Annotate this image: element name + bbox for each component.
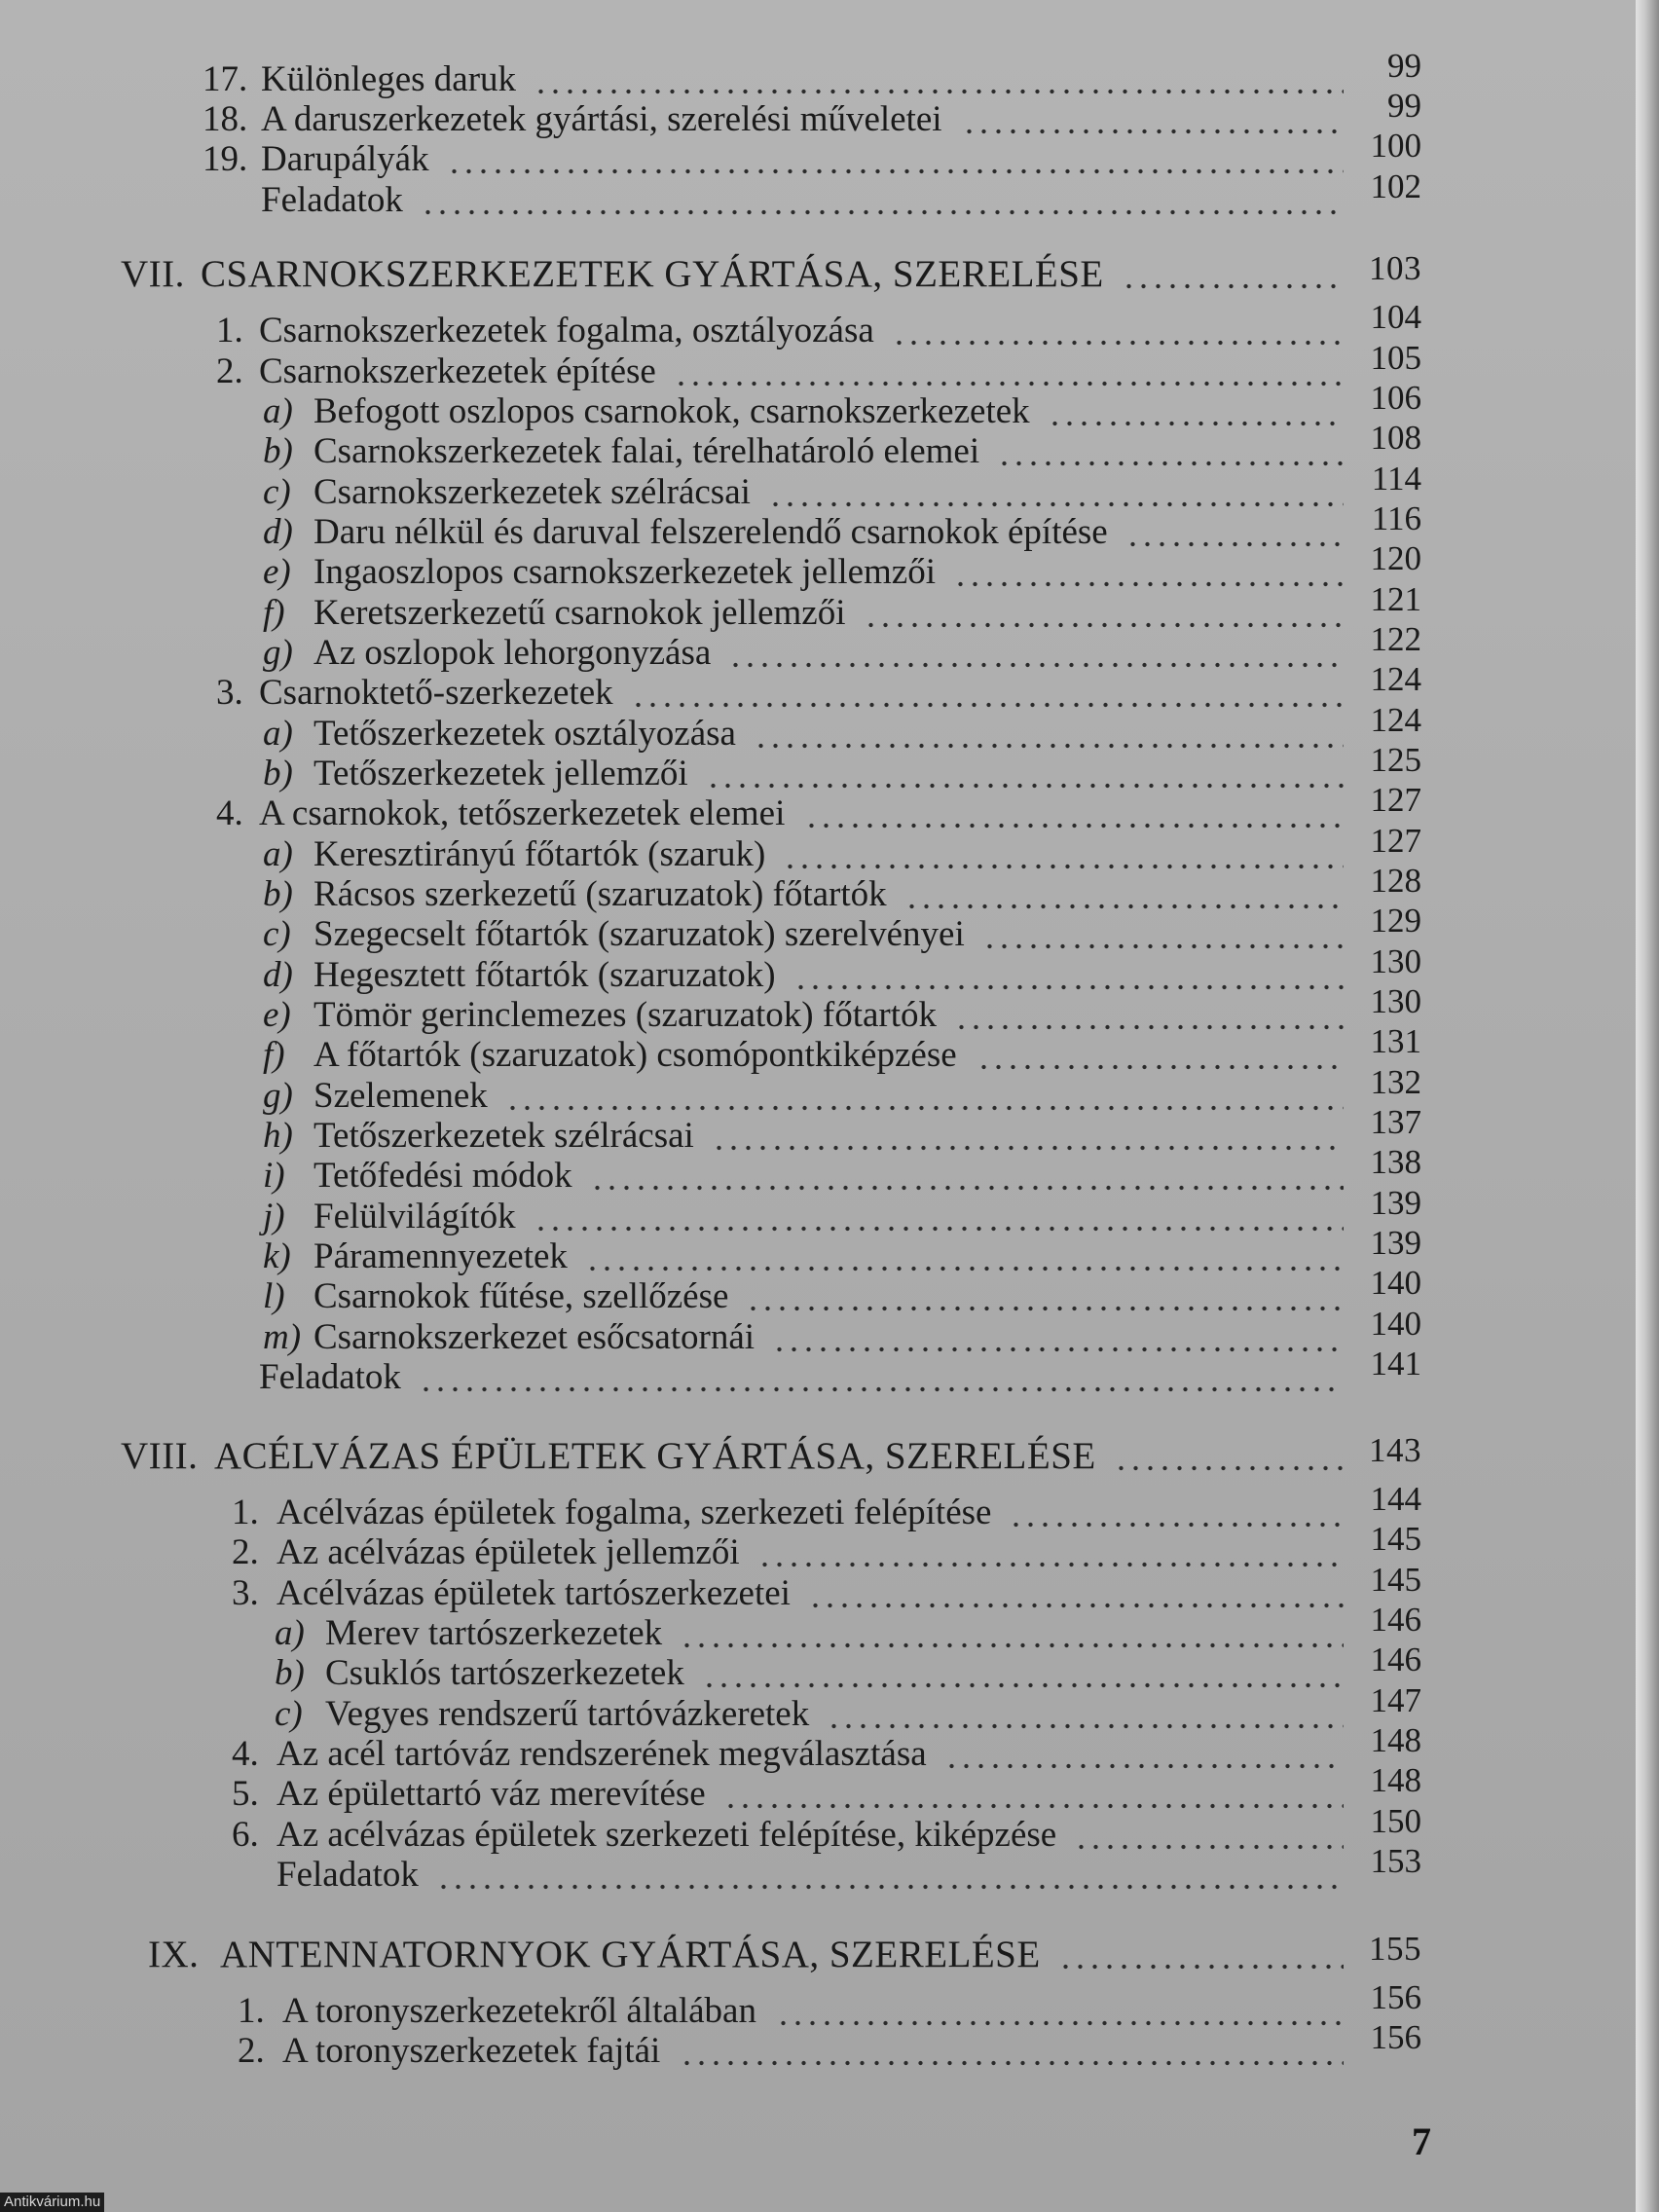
dot-leader — [680, 1614, 1344, 1653]
toc-page-number: 141 — [1370, 1345, 1421, 1382]
toc-page-number: 105 — [1370, 339, 1421, 377]
dot-leader — [1058, 1936, 1344, 1974]
dot-leader — [505, 1077, 1344, 1116]
dot-leader — [808, 1574, 1344, 1613]
toc-chapter-row — [0, 1431, 1636, 1477]
toc-section-row — [0, 1842, 1636, 1895]
toc-entry-title: A főtartók (szaruzatok) csomópontkiképzése — [313, 1035, 957, 1075]
toc-entry-title: Csarnokszerkezetek fogalma, osztályozása — [259, 311, 874, 350]
toc-entry-number: 4. — [216, 793, 243, 833]
toc-page-number: 140 — [1370, 1264, 1421, 1302]
toc-entry-title: Keretszerkezetű csarnokok jellemzői — [313, 593, 846, 633]
toc-entry-number: m) — [263, 1317, 302, 1357]
dot-leader — [982, 915, 1344, 954]
dot-leader — [421, 181, 1344, 220]
dot-leader — [864, 594, 1345, 633]
toc-entry-number: b) — [263, 754, 293, 793]
toc-entry-number: h) — [263, 1116, 293, 1156]
dot-leader — [804, 794, 1344, 833]
dot-leader — [1114, 1437, 1344, 1476]
dot-leader — [706, 755, 1344, 793]
toc-page-number: 114 — [1371, 460, 1421, 498]
toc-section-row — [0, 2018, 1636, 2071]
toc-entry-title: Csarnokszerkezetek szélrácsai — [313, 472, 751, 512]
toc-page-number: 153 — [1370, 1842, 1421, 1880]
toc-entry-title: Az acélvázas épületek jellemzői — [276, 1532, 740, 1572]
toc-page-number: 103 — [1369, 249, 1421, 287]
toc-entry-title: Az épülettartó váz merevítése — [276, 1774, 706, 1814]
dot-leader — [419, 1358, 1344, 1397]
toc-entry-number: VIII. — [121, 1435, 199, 1477]
dot-leader — [772, 1318, 1344, 1357]
toc-page-number: 147 — [1370, 1681, 1421, 1719]
dot-leader — [712, 1117, 1344, 1156]
toc-entry-number: 4. — [232, 1734, 259, 1774]
toc-entry-title: Különleges daruk — [261, 59, 517, 99]
toc-entry-number: 1. — [238, 1991, 265, 2031]
toc-page-number: 124 — [1370, 660, 1421, 698]
dot-leader — [590, 1157, 1344, 1196]
toc-entry-title: Tetőszerkezetek szélrácsai — [313, 1116, 694, 1156]
toc-entry-title: Feladatok — [261, 180, 403, 220]
dot-leader — [757, 1533, 1344, 1572]
dot-leader — [892, 312, 1344, 350]
toc-entry-title: Szelemenek — [313, 1076, 488, 1116]
toc-entry-number: c) — [275, 1694, 303, 1734]
toc-page-number: 120 — [1370, 539, 1421, 577]
toc-entry-title: Keresztirányú főtartók (szaruk) — [313, 834, 766, 874]
toc-page-number: 131 — [1370, 1022, 1421, 1060]
toc-page-number: 129 — [1370, 902, 1421, 940]
dot-leader — [944, 1735, 1344, 1774]
toc-entry-number: a) — [263, 391, 293, 431]
dot-leader — [702, 1654, 1344, 1693]
toc-entry-title: Acélvázas épületek fogalma, szerkezeti felépítése — [276, 1493, 992, 1532]
toc-page-number: 124 — [1370, 701, 1421, 739]
dot-leader — [631, 674, 1344, 713]
toc-entry-title: Vegyes rendszerű tartóvázkeretek — [325, 1694, 810, 1734]
toc-entry-number: d) — [263, 512, 293, 552]
toc-entry-title: CSARNOKSZERKEZETEK GYÁRTÁSA, SZERELÉSE — [201, 253, 1104, 295]
toc-page-number: 116 — [1371, 499, 1421, 537]
toc-section-row — [0, 167, 1636, 220]
dot-leader — [754, 715, 1344, 754]
toc-entry-title: Acélvázas épületek tartószerkezetei — [276, 1573, 791, 1613]
toc-entry-number: 1. — [232, 1493, 259, 1532]
toc-entry-title: ANTENNATORNYOK GYÁRTÁSA, SZERELÉSE — [220, 1934, 1041, 1975]
toc-entry-title: Szegecselt főtartók (szaruzatok) szerelvényei — [313, 914, 965, 954]
toc-entry-title: Rácsos szerkezetű (szaruzatok) főtartók — [313, 874, 887, 914]
toc-entry-title: Felülvilágítók — [313, 1197, 516, 1236]
toc-entry-number: k) — [263, 1236, 291, 1276]
toc-entry-number: c) — [263, 914, 291, 954]
page-number: 7 — [1412, 2120, 1431, 2163]
toc-page-number: 143 — [1369, 1431, 1421, 1469]
toc-entry-title: Csarnoktető-szerkezetek — [259, 673, 613, 713]
toc-page-number: 121 — [1370, 580, 1421, 618]
toc-page-number: 148 — [1370, 1721, 1421, 1759]
dot-leader — [827, 1695, 1344, 1734]
toc-entry-title: A csarnokok, tetőszerkezetek elemei — [259, 793, 786, 833]
toc-entry-title: Csuklós tartószerkezetek — [325, 1653, 684, 1693]
toc-entry-number: i) — [263, 1156, 285, 1196]
toc-page-number: 122 — [1370, 620, 1421, 658]
toc-entry-number: 6. — [232, 1815, 259, 1855]
toc-page-number: 156 — [1370, 1978, 1421, 2016]
toc-entry-number: f) — [263, 593, 285, 633]
toc-entry-number: 18. — [203, 99, 248, 139]
toc-page-number: 146 — [1370, 1601, 1421, 1639]
toc-entry-number: IX. — [148, 1934, 200, 1975]
dot-leader — [585, 1237, 1344, 1276]
toc-entry-number: b) — [263, 431, 293, 471]
toc-entry-title: Tetőszerkezetek osztályozása — [313, 714, 736, 754]
toc-page-number: 140 — [1370, 1305, 1421, 1343]
toc-entry-number: g) — [263, 1076, 293, 1116]
toc-page-number: 139 — [1370, 1184, 1421, 1222]
toc-entry-title: Ingaoszlopos csarnokszerkezetek jellemzői — [313, 552, 937, 592]
dot-leader — [1125, 513, 1344, 552]
dot-leader — [746, 1277, 1344, 1316]
toc-entry-number: g) — [263, 633, 293, 673]
toc-entry-title: Csarnokszerkezetek falai, térelhatároló elemei — [313, 431, 980, 471]
toc-entry-number: e) — [263, 552, 291, 592]
dot-leader — [534, 1198, 1344, 1236]
toc-entry-title: Merev tartószerkezetek — [325, 1613, 663, 1653]
dot-leader — [768, 473, 1344, 512]
toc-entry-title: Befogott oszlopos csarnokok, csarnokszerkezetek — [313, 391, 1030, 431]
toc-page-number: 100 — [1370, 127, 1421, 165]
toc-page-number: 102 — [1370, 167, 1421, 205]
toc-entry-number: b) — [263, 874, 293, 914]
toc-entry-number: a) — [275, 1613, 305, 1653]
toc-page-number: 127 — [1370, 781, 1421, 819]
toc-entry-title: ACÉLVÁZAS ÉPÜLETEK GYÁRTÁSA, SZERELÉSE — [214, 1435, 1096, 1477]
dot-leader — [447, 140, 1344, 179]
toc-page-number: 108 — [1370, 419, 1421, 457]
toc-entry-number: a) — [263, 714, 293, 754]
toc-entry-number: a) — [263, 834, 293, 874]
toc-page-number: 145 — [1370, 1520, 1421, 1558]
toc-entry-title: Feladatok — [276, 1855, 419, 1895]
toc-page-number: 156 — [1370, 2018, 1421, 2056]
toc-page-number: 144 — [1370, 1480, 1421, 1518]
toc-entry-number: 1. — [216, 311, 243, 350]
toc-entry-title: Páramennyezetek — [313, 1236, 568, 1276]
dot-leader — [674, 352, 1344, 391]
toc-entry-number: VII. — [121, 253, 185, 295]
toc-page-number: 99 — [1387, 47, 1421, 85]
toc-chapter-row — [0, 1930, 1636, 1975]
toc-entry-number: j) — [263, 1197, 285, 1236]
toc-entry-number: 3. — [232, 1573, 259, 1613]
dot-leader — [793, 956, 1344, 995]
dot-leader — [1048, 392, 1344, 431]
toc-section-row — [0, 1345, 1636, 1397]
toc-page-number: 138 — [1370, 1143, 1421, 1181]
toc-entry-title: Tetőszerkezetek jellemzői — [313, 754, 688, 793]
toc-entry-title: Az acél tartóváz rendszerének megválasztása — [276, 1734, 927, 1774]
toc-entry-title: Csarnokszerkezetek építése — [259, 351, 656, 391]
toc-page-number: 106 — [1370, 379, 1421, 417]
page-edge — [1636, 0, 1659, 2212]
dot-leader — [962, 100, 1344, 139]
toc-entry-title: A toronyszerkezetek fajtái — [282, 2031, 661, 2071]
dot-leader — [728, 634, 1344, 673]
toc-entry-title: Az oszlopok lehorgonyzása — [313, 633, 712, 673]
toc-entry-number: 5. — [232, 1774, 259, 1814]
toc-page-number: 130 — [1370, 982, 1421, 1020]
toc-entry-number: 2. — [216, 351, 243, 391]
toc-entry-title: Tömör gerinclemezes (szaruzatok) főtartók — [313, 995, 938, 1035]
toc-page-number: 155 — [1369, 1930, 1421, 1968]
toc-entry-title: Darupályák — [261, 139, 429, 179]
toc-entry-title: Csarnokszerkezet esőcsatornái — [313, 1317, 756, 1357]
toc-entry-title: Tetőfedési módok — [313, 1156, 572, 1196]
toc-page-number: 125 — [1370, 741, 1421, 779]
dot-leader — [1122, 255, 1344, 294]
dot-leader — [954, 996, 1344, 1035]
dot-leader — [997, 432, 1344, 471]
toc-page-number: 128 — [1370, 862, 1421, 900]
toc-page-number: 99 — [1387, 87, 1421, 125]
dot-leader — [776, 1992, 1344, 2031]
toc-page-number: 150 — [1370, 1802, 1421, 1840]
toc-page-number: 130 — [1370, 942, 1421, 980]
dot-leader — [783, 835, 1344, 874]
toc-page-number: 139 — [1370, 1224, 1421, 1262]
dot-leader — [1009, 1493, 1344, 1532]
toc-entry-title: Hegesztett főtartók (szaruzatok) — [313, 955, 776, 995]
toc-entry-title: Csarnokok fűtése, szellőzése — [313, 1276, 729, 1316]
watermark: Antikvárium.hu — [0, 2193, 104, 2212]
dot-leader — [680, 2032, 1344, 2071]
toc-entry-number: 2. — [238, 2031, 265, 2071]
toc-page-number: 146 — [1370, 1641, 1421, 1678]
toc-entry-title: A daruszerkezetek gyártási, szerelési műveletei — [261, 99, 942, 139]
toc-entry-number: c) — [263, 472, 291, 512]
toc-entry-number: l) — [263, 1276, 285, 1316]
dot-leader — [953, 553, 1344, 592]
toc-entry-title: Daru nélkül és daruval felszerelendő csarnokok építése — [313, 512, 1108, 552]
toc-chapter-row — [0, 249, 1636, 295]
toc-page-number: 104 — [1370, 298, 1421, 336]
toc-page-number: 137 — [1370, 1103, 1421, 1141]
toc-entry-number: d) — [263, 955, 293, 995]
toc-entry-title: Az acélvázas épületek szerkezeti felépítése, kiképzése — [276, 1815, 1057, 1855]
toc-entry-number: e) — [263, 995, 291, 1035]
toc-entry-number: f) — [263, 1035, 285, 1075]
dot-leader — [436, 1856, 1344, 1895]
toc-entry-title: Feladatok — [259, 1357, 401, 1397]
toc-page-number: 132 — [1370, 1063, 1421, 1101]
toc-page-number: 148 — [1370, 1761, 1421, 1799]
toc-entry-number: 3. — [216, 673, 243, 713]
toc-page-number: 127 — [1370, 822, 1421, 860]
toc-entry-number: 19. — [203, 139, 248, 179]
toc-entry-number: 17. — [203, 59, 248, 99]
toc-entry-number: 2. — [232, 1532, 259, 1572]
dot-leader — [904, 875, 1344, 914]
toc-entry-title: A toronyszerkezetekről általában — [282, 1991, 756, 2031]
dot-leader — [1074, 1816, 1344, 1855]
dot-leader — [977, 1036, 1344, 1075]
toc-entry-number: b) — [275, 1653, 305, 1693]
dot-leader — [723, 1775, 1344, 1814]
toc-page-number: 145 — [1370, 1561, 1421, 1599]
dot-leader — [534, 60, 1344, 99]
